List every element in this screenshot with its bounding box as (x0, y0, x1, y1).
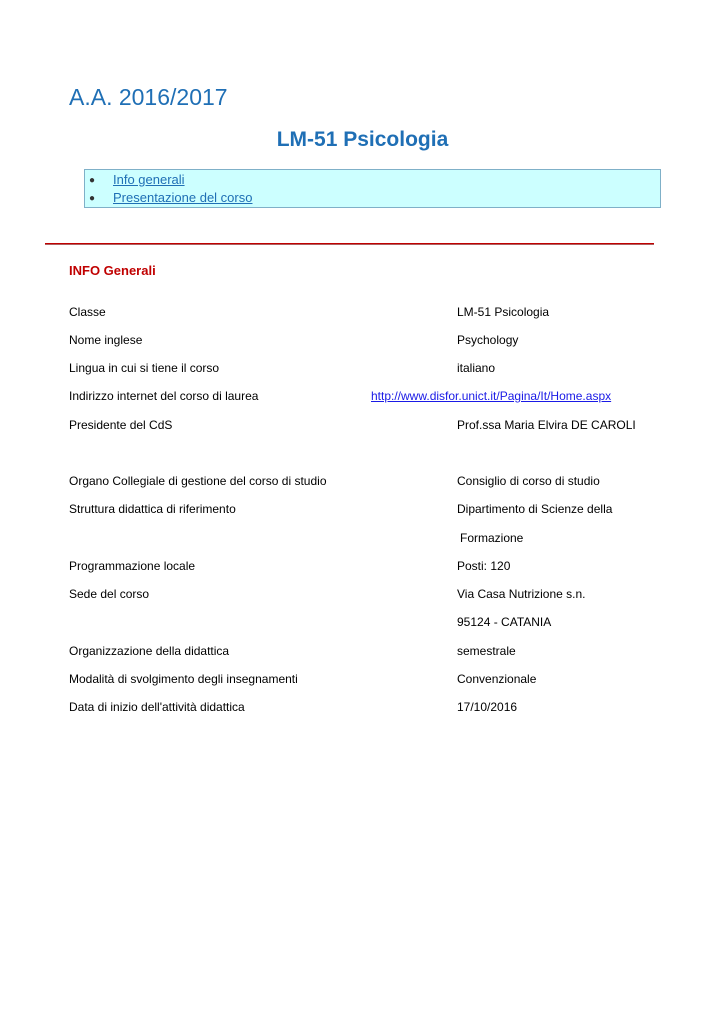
data-inizio-value: 17/10/2016 (457, 700, 518, 714)
sede-value-line2: 95124 - CATANIA (457, 615, 552, 629)
indirizzo-label: Indirizzo internet del corso di laurea (69, 389, 259, 403)
nome-inglese-label: Nome inglese (69, 333, 143, 347)
modalita-label: Modalità di svolgimento degli insegnamenti (69, 672, 298, 686)
presidente-value: Prof.ssa Maria Elvira DE CAROLI (457, 418, 636, 432)
sede-value-line1: Via Casa Nutrizione s.n. (457, 587, 586, 601)
sede-label: Sede del corso (69, 587, 150, 601)
bullet-icon: ● (89, 193, 96, 205)
struttura-value-line1: Dipartimento di Scienze della (457, 502, 613, 516)
organo-value: Consiglio di corso di studio (457, 474, 600, 488)
section-heading: INFO Generali (69, 263, 156, 278)
nav-item-presentazione (89, 190, 252, 205)
nav-box (84, 169, 661, 208)
struttura-value-line2: Formazione (460, 531, 524, 545)
nav-link-presentazione[interactable]: Presentazione del corso (113, 190, 253, 205)
classe-value: LM-51 Psicologia (457, 305, 550, 319)
nav-item-info-generali (89, 172, 185, 187)
course-title: LM-51 Psicologia (276, 128, 449, 151)
organizzazione-label: Organizzazione della didattica (69, 644, 230, 658)
organo-label: Organo Collegiale di gestione del corso di studio (69, 474, 327, 488)
bullet-icon: ● (89, 175, 96, 187)
course-website-link[interactable]: http://www.disfor.unict.it/Pagina/It/Home.aspx (371, 389, 612, 403)
nav-link-info-generali[interactable]: Info generali (113, 172, 185, 187)
lingua-value: italiano (457, 361, 496, 375)
presidente-label: Presidente del CdS (69, 418, 173, 432)
academic-year-title: A.A. 2016/2017 (69, 84, 228, 110)
modalita-value: Convenzionale (457, 672, 537, 686)
struttura-label: Struttura didattica di riferimento (69, 502, 236, 516)
programmazione-label: Programmazione locale (69, 559, 196, 573)
data-inizio-label: Data di inizio dell'attività didattica (69, 700, 245, 714)
section-divider (45, 243, 654, 245)
classe-label: Classe (69, 305, 106, 319)
nome-inglese-value: Psychology (457, 333, 519, 347)
lingua-label: Lingua in cui si tiene il corso (69, 361, 220, 375)
organizzazione-value: semestrale (457, 644, 516, 658)
programmazione-value: Posti: 120 (457, 559, 511, 573)
